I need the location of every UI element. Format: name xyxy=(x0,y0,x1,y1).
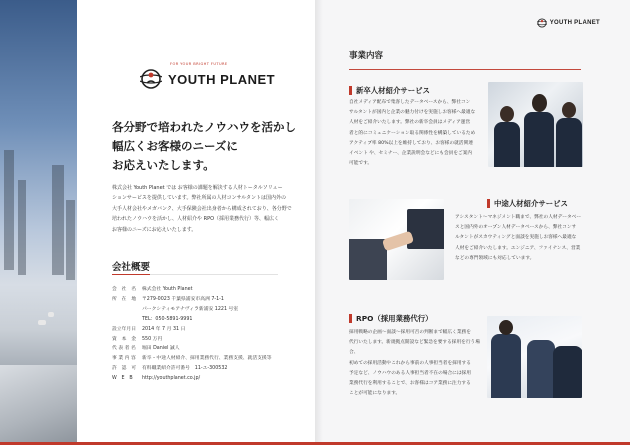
profile-value: 550 万円 xyxy=(142,336,163,342)
section-title-mid-career xyxy=(487,198,568,209)
headline-line: お応えいたします。 xyxy=(112,158,215,172)
body-line: 予定など、ノウハウのある人事担当者不在の場合には採用 xyxy=(349,370,471,376)
body-line: 者と的にコミュニケーション取る関係性を構築しているため xyxy=(349,130,476,136)
logo-tagline: FOR YOUR BRIGHT FUTURE xyxy=(170,62,228,66)
profile-label: 事 業 内 容 xyxy=(112,356,136,362)
body-line: アクティブ率 80%以上を維持しており、お客様の就活関連 xyxy=(349,140,473,146)
business-title: 事業内容 xyxy=(349,51,384,61)
body-line: スと国内外のオープン人材データベースから、弊社コンサ xyxy=(455,225,577,231)
section-divider xyxy=(112,274,278,275)
profile-value: 株式会社 Youth Planet xyxy=(142,287,193,292)
headline-line: 各分野で培われたノウハウを活かし xyxy=(112,120,296,134)
intro-line: 大手人材会社やメガバンク、大手保険会社出身者から構成されており、各分野で xyxy=(112,205,292,212)
city-street-photo xyxy=(0,0,77,445)
company-overview-title: 会社概要 xyxy=(112,262,151,273)
youth-planet-logo xyxy=(140,62,276,90)
accent-bar xyxy=(487,199,490,208)
profile-row xyxy=(112,285,302,295)
profile-label xyxy=(112,305,142,315)
section-body-new-grad xyxy=(349,98,482,169)
body-line: 業務代行を利用することで、お客様はコア業務に注力する xyxy=(349,381,471,387)
section-title-text: RPO（採用業務代行） xyxy=(356,314,433,323)
profile-label: W E B xyxy=(112,376,133,382)
headline xyxy=(112,118,307,175)
profile-row xyxy=(112,364,302,374)
section-body-mid-career xyxy=(455,213,591,264)
intro-paragraph xyxy=(112,183,306,235)
business-team-photo xyxy=(487,316,582,398)
body-line: 可能です。 xyxy=(349,161,373,167)
seminar-audience-photo xyxy=(488,82,583,167)
profile-value: TEL：050-5891-9991 xyxy=(142,316,193,322)
profile-label: 設立年月日 xyxy=(112,326,136,332)
intro-line: 培われたノウハウを活かし、人材紹介や RPO（採用業務代行）等、幅広く xyxy=(112,216,280,223)
profile-value[interactable]: http://youthplanet.co.jp/ xyxy=(142,376,201,382)
section-title-text: 新卒人材紹介サービス xyxy=(356,86,430,95)
profile-label: 会 社 名 xyxy=(112,287,136,292)
profile-value: パークシティモアナヴィラ新浦安 1221 号室 xyxy=(142,306,239,312)
company-profile-table xyxy=(112,285,302,384)
profile-label xyxy=(112,315,142,325)
body-line: ルタントがスカウティングと面談を実施しお客様へ最適な xyxy=(455,235,577,241)
headline-line: 幅広くお客様のニーズに xyxy=(112,139,238,153)
body-line: 代行いたします。新規拠点開設など緊急を要する採用を行う場合、 xyxy=(349,340,480,356)
body-line: サルタントが国内と企業の魅力付けを実施しお客様へ最適な xyxy=(349,110,476,116)
profile-label: 代 表 者 名 xyxy=(112,346,136,352)
globe-logo-icon xyxy=(140,68,162,90)
profile-value: 〒279-0023 千葉県浦安市高洲 7-1-1 xyxy=(142,296,224,302)
section-body-rpo xyxy=(349,328,483,399)
body-line: 採用戦略の企画〜面談〜採用可否の判断まで幅広く業務を xyxy=(349,330,471,335)
profile-value: 新卒・中途人材紹介、採用業務代行、業務支援、就活支援等 xyxy=(142,356,272,362)
profile-row xyxy=(112,374,302,384)
section-title-rpo xyxy=(349,313,433,324)
profile-value: 2014 年 7 月 31 日 xyxy=(142,326,186,332)
body-line: イベント や、セミナー、企業説明会などにも会員をご案内 xyxy=(349,151,473,157)
youth-planet-logo-small xyxy=(537,18,600,28)
body-line: 初めての採用活動やこれから事前の人事担当者を採用する xyxy=(349,360,471,366)
handshake-photo xyxy=(349,199,444,280)
body-line: などの専門領域にも対応しています。 xyxy=(455,255,535,261)
globe-logo-icon xyxy=(537,18,547,28)
intro-line: ションサービスを提供しています。弊社所属の人材コンサルタントは国内外の xyxy=(112,195,287,202)
profile-label: 所 在 地 xyxy=(112,296,136,302)
body-line: アシスタント〜マネジメント職まで、弊社の人材データベー xyxy=(455,215,582,220)
profile-label: 許 認 可 xyxy=(112,366,136,372)
profile-value: 有料職業紹介許可番号 11-ユ-300532 xyxy=(142,366,228,372)
logo-name: YOUTH PLANET xyxy=(168,71,276,87)
intro-line: お客様のニーズにお応えいたします。 xyxy=(112,226,197,233)
profile-row xyxy=(112,335,302,345)
body-line: 人材をご紹介いたします。弊社の新卒会員はメディア運営 xyxy=(349,120,471,126)
accent-bar xyxy=(349,314,352,323)
accent-bar xyxy=(349,86,352,95)
body-line: ことが可能になります。 xyxy=(349,391,401,397)
body-line: 人材をご紹介いたします。エンジニア、ファイナンス、営業 xyxy=(455,245,581,251)
profile-row xyxy=(112,325,302,335)
profile-row xyxy=(112,305,302,315)
section-divider xyxy=(349,69,581,70)
profile-label: 資 本 金 xyxy=(112,336,136,342)
profile-value: 堀田 Daniel 誠人 xyxy=(142,346,180,352)
section-title-new-grad xyxy=(349,85,430,96)
profile-row xyxy=(112,354,302,364)
profile-row xyxy=(112,295,302,305)
logo-name: YOUTH PLANET xyxy=(549,20,600,26)
section-title-text: 中途人材紹介サービス xyxy=(494,199,568,208)
profile-row xyxy=(112,344,302,354)
intro-line: 株式会社 Youth Planet では お客様の課題を解決する人材トータルソリュー xyxy=(112,185,283,191)
body-line: 自社メディア配布で集客したデータベースから、弊社コン xyxy=(349,100,471,105)
profile-row xyxy=(112,315,302,325)
